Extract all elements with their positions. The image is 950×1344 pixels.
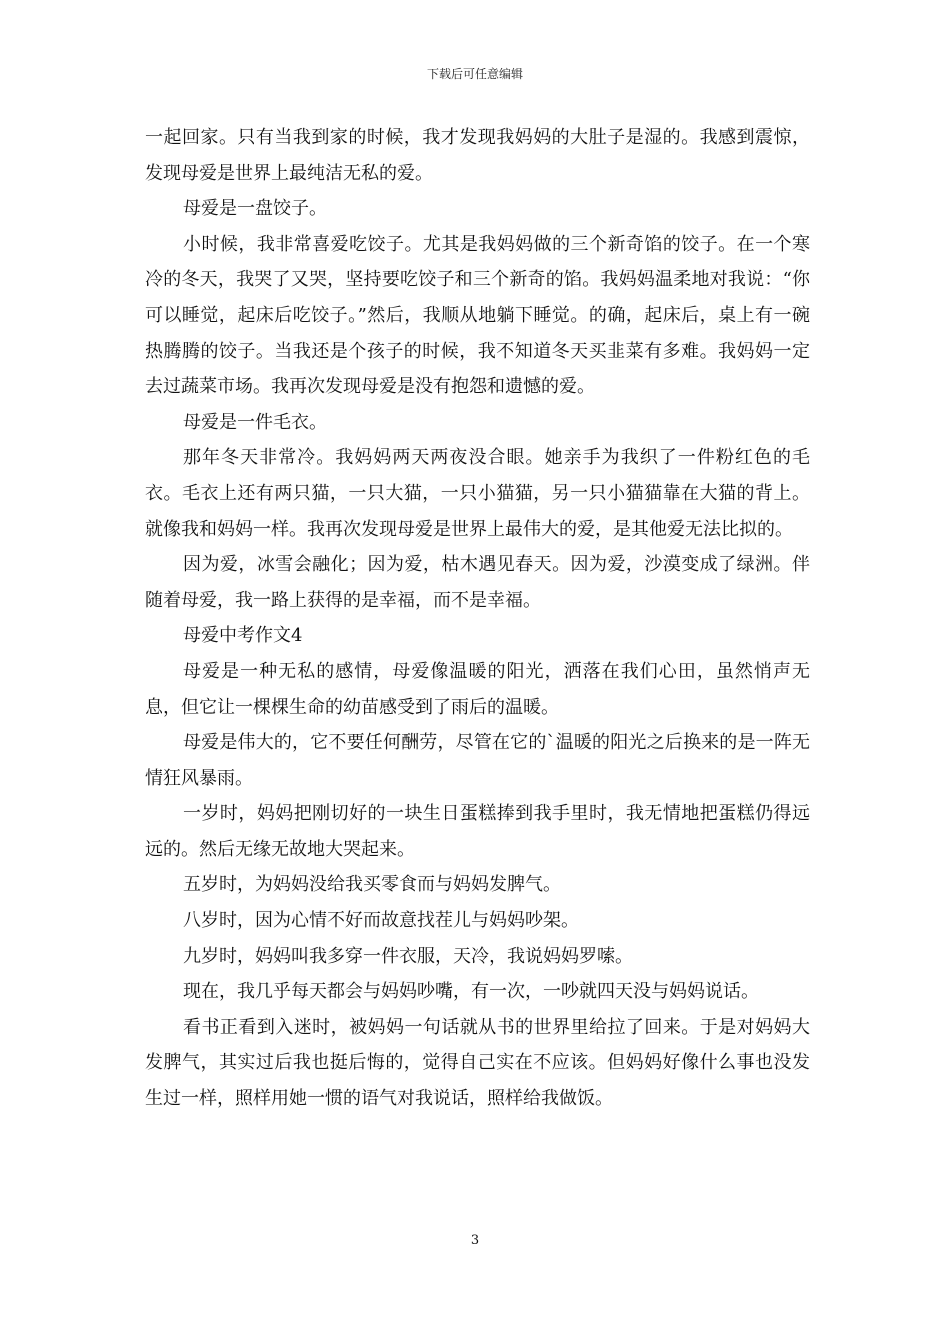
paragraph: 那年冬天非常冷。我妈妈两天两夜没合眼。她亲手为我织了一件粉红色的毛衣。毛衣上还有两只猫，一只大猫，一只小猫猫，另一只小猫猫靠在大猫的背上。就像我和妈妈一样。我再次发现母爱是世界上最伟大的爱，是其他爱无法比拟的。 — [145, 447, 810, 540]
paragraph: 看书正看到入迷时，被妈妈一句话就从书的世界里给拉了回来。于是对妈妈大发脾气，其实过后我也挺后悔的，觉得自己实在不应该。但妈妈好像什么事也没发生过一样，照样用她一惯的语气对我说话，照样给我做饭。 — [145, 1016, 810, 1110]
paragraph: 现在，我几乎每天都会与妈妈吵嘴，有一次，一吵就四天没与妈妈说话。 — [183, 981, 759, 1003]
paragraph: 母爱是一盘饺子。 — [183, 198, 327, 220]
page-number: 3 — [470, 1233, 480, 1248]
paragraph: 母爱是一种无私的感情，母爱像温暖的阳光，洒落在我们心田，虽然悄声无息，但它让一棵棵生命的幼苗感受到了雨后的温暖。 — [145, 660, 810, 718]
paragraph: 小时候，我非常喜爱吃饺子。尤其是我妈妈做的三个新奇馅的饺子。在一个寒冷的冬天，我哭了又哭，坚持要吃饺子和三个新奇的馅。我妈妈温柔地对我说：“你可以睡觉，起床后吃饺子。”然后，我顺从地躺下睡觉。的确，起床后，桌上有一碗热腾腾的饺子。当我还是个孩子的时候，我不知道冬天买韭菜有多难。我妈妈一定去过蔬菜市场。我再次发现母爱是没有抱怨和遗憾的爱。 — [145, 233, 810, 398]
paragraph: 母爱是一件毛衣。 — [183, 411, 327, 433]
document-body — [145, 120, 810, 1117]
paragraph: 九岁时，妈妈叫我多穿一件衣服，天冷，我说妈妈罗嗦。 — [183, 945, 633, 967]
paragraph: 因为爱，冰雪会融化；因为爱，枯木遇见春天。因为爱，沙漠变成了绿洲。伴随着母爱，我一路上获得的是幸福，而不是幸福。 — [145, 554, 810, 611]
section-heading: 母爱中考作文4 — [183, 625, 303, 647]
paragraph: 五岁时，为妈妈没给我买零食而与妈妈发脾气。 — [183, 874, 561, 896]
paragraph: 八岁时，因为心情不好而故意找茬儿与妈妈吵架。 — [183, 910, 579, 932]
paragraph: 一起回家。只有当我到家的时候，我才发现我妈妈的大肚子是湿的。我感到震惊，发现母爱是世界上最纯洁无私的爱。 — [145, 127, 810, 184]
page-header: 下载后可任意编辑 — [426, 67, 523, 81]
paragraph: 母爱是伟大的，它不要任何酬劳，尽管在它的`温暖的阳光之后换来的是一阵无情狂风暴雨。 — [145, 732, 810, 789]
paragraph: 一岁时，妈妈把刚切好的一块生日蛋糕捧到我手里时，我无情地把蛋糕仍得远远的。然后无缘无故地大哭起来。 — [145, 803, 810, 860]
